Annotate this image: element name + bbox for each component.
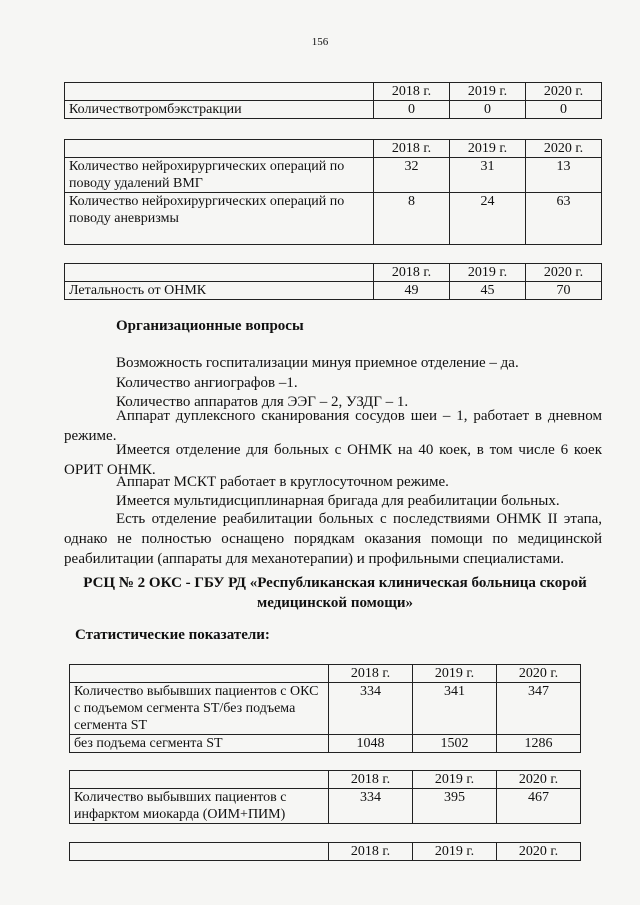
discharged-st-table — [69, 664, 581, 753]
row-label: Количество выбывших пациентов с ОКС с подъемом сегмента ST/без подъема сегмента ST — [70, 683, 329, 735]
year-header: 2018 г. — [374, 264, 450, 282]
row-label: Количество выбывших пациентов с инфарктом миокарда (ОИМ+ПИМ) — [70, 789, 329, 824]
paragraph: Количество аппаратов для ЭЭГ – 2, УЗДГ – 1. — [116, 394, 409, 410]
row-label: Летальность от ОНМК — [65, 282, 374, 300]
cell-value: 341 — [413, 683, 497, 735]
year-header: 2018 г. — [374, 83, 450, 101]
year-header: 2020 г. — [497, 665, 581, 683]
cell-value: 0 — [374, 101, 450, 119]
header-empty-cell — [65, 140, 374, 158]
table-header-row — [70, 843, 581, 861]
discharged-mi-table — [69, 770, 581, 824]
table-header-row — [65, 264, 602, 282]
row-label: Количество нейрохирургических операций по поводу удалений ВМГ — [65, 158, 374, 193]
year-header: 2019 г. — [450, 83, 526, 101]
year-header: 2019 г. — [413, 843, 497, 861]
year-header: 2020 г. — [526, 140, 602, 158]
year-header: 2019 г. — [413, 771, 497, 789]
table-row — [70, 735, 581, 753]
table-row — [70, 789, 581, 824]
header-empty-cell — [70, 843, 329, 861]
cell-value: 63 — [526, 193, 602, 245]
mortality-table — [64, 263, 602, 300]
table-header-row — [70, 665, 581, 683]
cell-value: 24 — [450, 193, 526, 245]
cell-value: 1286 — [497, 735, 581, 753]
year-header: 2020 г. — [497, 843, 581, 861]
row-label: без подъема сегмента ST — [70, 735, 329, 753]
table-row — [65, 101, 602, 119]
paragraph: Есть отделение реабилитации больных с последствиями ОНМК II этапа, однако не полностью оснащено порядкам оказания помощи по медицинской реабилитации (аппараты для механотерапии) и профильными специалистами. — [64, 511, 602, 567]
cell-value: 334 — [329, 789, 413, 824]
cell-value: 31 — [450, 158, 526, 193]
cell-value: 467 — [497, 789, 581, 824]
paragraph: Аппарат дуплексного сканирования сосудов шеи – 1, работает в дневном режиме. — [64, 408, 602, 444]
year-header: 2019 г. — [450, 264, 526, 282]
paragraph: Аппарат МСКТ работает в круглосуточном режиме. — [116, 474, 449, 490]
cell-value: 347 — [497, 683, 581, 735]
paragraph: Имеется отделение для больных с ОНМК на 40 коек, в том числе 6 коек ОРИТ ОНМК. — [64, 442, 602, 478]
row-label: Количество нейрохирургических операций по поводу аневризмы — [65, 193, 374, 245]
table-row — [70, 683, 581, 735]
cell-value: 334 — [329, 683, 413, 735]
year-header: 2020 г. — [526, 264, 602, 282]
cell-value: 13 — [526, 158, 602, 193]
continued-table — [69, 842, 581, 861]
year-header: 2018 г. — [329, 665, 413, 683]
table-row — [65, 193, 602, 245]
paragraph: Имеется мультидисциплинарная бригада для реабилитации больных. — [116, 493, 560, 509]
page-number: 156 — [311, 36, 329, 48]
row-label: Количествотромбэкстракции — [65, 101, 374, 119]
cell-value: 45 — [450, 282, 526, 300]
table-row — [65, 282, 602, 300]
neurosurgery-table — [64, 139, 602, 245]
table-header-row — [65, 140, 602, 158]
year-header: 2020 г. — [526, 83, 602, 101]
cell-value: 1048 — [329, 735, 413, 753]
year-header: 2018 г. — [329, 771, 413, 789]
paragraph: Количество ангиографов –1. — [116, 375, 298, 391]
cell-value: 49 — [374, 282, 450, 300]
table-header-row — [70, 771, 581, 789]
cell-value: 70 — [526, 282, 602, 300]
header-empty-cell — [65, 83, 374, 101]
cell-value: 32 — [374, 158, 450, 193]
year-header: 2018 г. — [374, 140, 450, 158]
cell-value: 0 — [450, 101, 526, 119]
year-header: 2019 г. — [413, 665, 497, 683]
section-heading-organizational: Организационные вопросы — [116, 318, 304, 334]
header-empty-cell — [65, 264, 374, 282]
cell-value: 1502 — [413, 735, 497, 753]
section-heading-statistics: Статистические показатели: — [75, 627, 270, 643]
thrombectomy-table — [64, 82, 602, 119]
year-header: 2019 г. — [450, 140, 526, 158]
header-empty-cell — [70, 665, 329, 683]
cell-value: 8 — [374, 193, 450, 245]
paragraph: Возможность госпитализации минуя приемное отделение – да. — [116, 355, 519, 371]
cell-value: 0 — [526, 101, 602, 119]
year-header: 2020 г. — [497, 771, 581, 789]
header-empty-cell — [70, 771, 329, 789]
table-row — [65, 158, 602, 193]
table-header-row — [65, 83, 602, 101]
year-header: 2018 г. — [329, 843, 413, 861]
cell-value: 395 — [413, 789, 497, 824]
section-heading-rsc: РСЦ № 2 ОКС - ГБУ РД «Республиканская клиническая больница скорой медицинской помощи» — [83, 575, 587, 611]
